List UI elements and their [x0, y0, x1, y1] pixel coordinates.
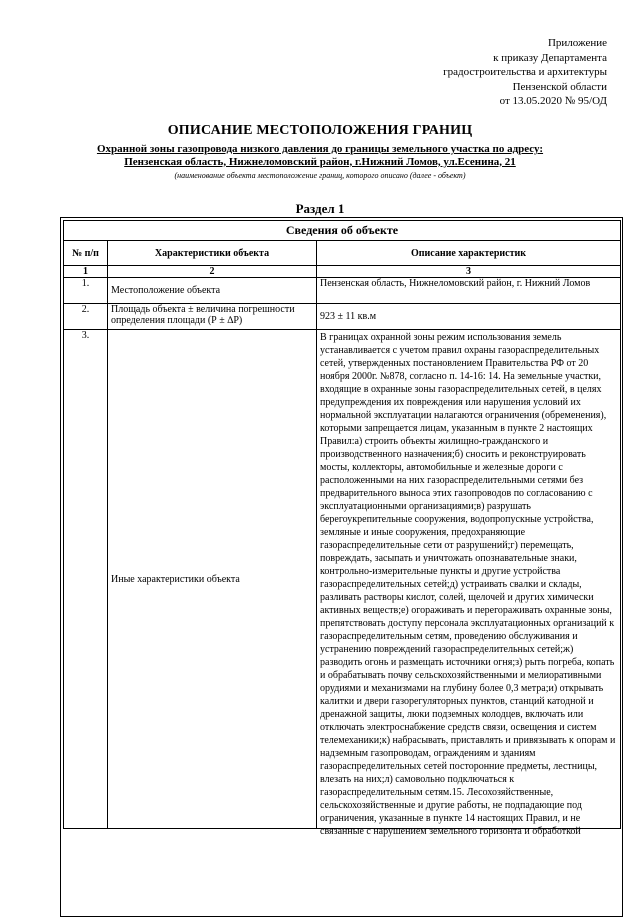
column-number-2: 2: [108, 266, 317, 278]
header-description: Описание характеристик: [317, 241, 621, 266]
document-title: ОПИСАНИЕ МЕСТОПОЛОЖЕНИЯ ГРАНИЦ: [167, 123, 473, 138]
row-number: 1.: [64, 278, 108, 304]
row-description: 923 ± 11 кв.м: [317, 304, 621, 330]
long-description-text: В границах охранной зоны режим использования земель устанавливается с учетом правил охраны газораспределительных сетей, утвержденных постановлением Правительства РФ от 20 ноября 2000г. №878, согласно п. 14-16: 14. На земельные участки, входящие в охранные зоны газораспределительных сетей, в целях предупреждения их повреждения или нарушения условий их нормальной эксплуатации налагаются ограничения (обременения), которыми запрещается лицам, указанным в пункте 2 настоящих Правил:а) строить объекты жилищно-гражданского и производственного назначения;б) сносить и реконструировать мосты, коллекторы, автомобильные и железные дороги с расположенными на них газораспределительными сетями без предварительного выноса этих газопроводов по согласованию с эксплуатационными организациями;в) разрушать берегоукрепительные сооружения, водопропускные устройства, земляные и иные сооружения, предохраняющие газораспределительные сети от разрушений;г) перемещать, повреждать, засыпать и уничтожать опознавательные знаки, контрольно-измерительные пункты и другие устройства газораспределительных сетей;д) устраивать свалки и склады, разливать растворы кислот, солей, щелочей и других химически активных веществ;е) огораживать и перегораживать охранные зоны, препятствовать доступу персонала эксплуатационных организаций к газораспределительным сетям, проведению обслуживания и устранению повреждений газораспределительных сетей;ж) разводить огонь и размещать источники огня;з) рыть погреба, копать и обрабатывать почву сельскохозяйственными и мелиоративными орудиями и механизмами на глубину более 0,3 метра;и) открывать калитки и двери газорегуляторных пунктов, станций катодной и дренажной защиты, люки подземных колодцев, включать или отключать электроснабжение средств связи, освещения и систем телемеханики;к) набрасывать, приставлять и привязывать к опорам и надземным газопроводам, ограждениям и зданиям газораспределительных сетей посторонние предметы, лестницы, влезать на них;л) самовольно подключаться к газораспределительным сетям.15. Лесохозяйственные, сельскохозяйственные и другие работы, не подпадающие под ограничения, указанные в пункте 14 настоящих Правил, и не связанные с нарушением земельного горизонта и обработкой: [320, 332, 616, 837]
row-description: Пензенская область, Нижнеломовский район, г. Нижний Ломов: [317, 278, 621, 304]
subject-caption: (наименование объекта местоположение границ, которого описано (далее - объект): [174, 171, 466, 180]
row-number: 2.: [64, 304, 108, 330]
appendix-line-5: от 13.05.2020 № 95/ОД: [499, 95, 607, 108]
table-row: [64, 278, 621, 304]
appendix-line-3: градостроительства и архитектуры: [443, 66, 607, 79]
table-caption: Сведения об объекте: [64, 221, 621, 241]
object-subject: [60, 143, 580, 168]
row-number: 3.: [64, 330, 108, 829]
row-characteristic: Иные характеристики объекта: [108, 330, 317, 829]
table-row: [64, 304, 621, 330]
appendix-block: [443, 36, 607, 109]
appendix-line-2: к приказу Департамента: [493, 51, 607, 64]
row-characteristic: Местоположение объекта: [108, 278, 317, 304]
appendix-line-1: Приложение: [547, 37, 607, 49]
header-number: № п/п: [64, 241, 108, 266]
column-number-3: 3: [317, 266, 621, 278]
column-number-1: 1: [64, 266, 108, 278]
object-info-table: [63, 220, 621, 837]
subject-line-2: Пензенская область, Нижнеломовский район, г.Нижний Ломов, ул.Есенина, 21: [124, 155, 516, 168]
subject-line-1: Охранной зоны газопровода низкого давления до границы земельного участка по адресу:: [96, 143, 544, 155]
row-description: [317, 330, 621, 837]
header-characteristic: Характеристики объекта: [108, 241, 317, 266]
section-heading: Раздел 1: [295, 201, 345, 216]
appendix-line-4: Пензенской области: [512, 80, 607, 93]
row-characteristic: Площадь объекта ± величина погрешности определения площади (Р ± ∆Р): [108, 304, 317, 330]
table-row: [64, 330, 621, 829]
